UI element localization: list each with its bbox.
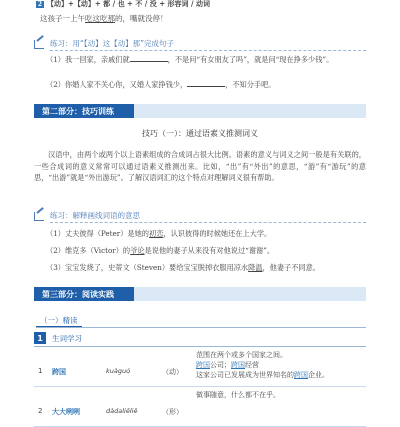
item-number: （2） [46, 246, 65, 255]
example-sentence-underlined: 吃这吃那 [85, 14, 115, 23]
practice-divider-2 [50, 222, 366, 223]
vocab-number: 1 [34, 332, 46, 344]
section-label-2: 第二部分：技巧训练 [34, 104, 134, 118]
item-text-before: 丈夫彼得（Peter）是她的 [64, 229, 149, 238]
item-text-before: 维克多（Victor）的 [64, 246, 131, 255]
section-bar-2 [34, 104, 366, 118]
practice-divider-1 [50, 50, 366, 51]
practice2-item-3 [46, 262, 370, 273]
vocab-row-number: 2 [38, 407, 43, 415]
practice2-item-2 [46, 245, 370, 256]
vocab-def-text: 范围在两个或多个国家之间。 [196, 351, 287, 359]
item-underlined-word: 初恋 [149, 229, 164, 238]
section-bar-fill [134, 104, 366, 118]
section-label-3: 第三部分：阅读实践 [34, 287, 134, 301]
vocab-table [34, 346, 366, 427]
vocab-example-word: 跨国 [196, 361, 210, 369]
grammar-point-title: 【动】+【动】+ 都 / 也 + 不 / 没 + 形容词 / 动词 [47, 0, 210, 8]
vocab-example-2 [196, 370, 366, 380]
item-text-after: 是说他的妻子从来没有对他说过“谢谢”。 [144, 246, 275, 255]
item-text-after: ，认识彼得的时候她还在上大学。 [163, 229, 272, 238]
item-number: （3） [46, 263, 65, 272]
vocab-definition [196, 387, 366, 426]
item-underlined-word: 爷论 [130, 246, 145, 255]
section-bar-3 [34, 287, 366, 301]
pencil-icon [34, 211, 45, 221]
vocab-pos: （形） [162, 408, 183, 416]
technique-paragraph: 汉语中，由两个或两个以上语素组成的合成词占很大比例。语素的意义与词义之间一般是有关联的，一些合成词的意义常常可以通过语素义推测出来。比如，“出”有“外出”的意思，“游”有“游玩”的意思，“出游”就是“外出游玩”。了解汉语词汇的这个特点对理解词义很有帮助。 [34, 150, 366, 182]
vocab-example-text: 企业。 [308, 371, 329, 379]
vocab-example-text: 这家公司已发展成为世界知名的 [196, 371, 294, 379]
answer-blank[interactable] [130, 54, 168, 62]
vocab-definition [196, 347, 366, 386]
practice1-item-2 [46, 79, 370, 90]
vocab-example-text: 公司； [210, 361, 231, 369]
subsection-divider [36, 327, 366, 328]
vocab-pinyin: kuàguó [106, 367, 131, 375]
subsection-label: （一）精读 [36, 315, 82, 328]
example-sentence-after: 的，嘴就没停！ [115, 14, 168, 23]
vocab-row-number: 1 [38, 367, 43, 375]
item-underlined-word: 降温 [248, 263, 263, 272]
answer-blank[interactable] [187, 79, 225, 87]
vocab-row [34, 347, 366, 387]
vocab-title: 生词学习 [52, 333, 82, 343]
technique-title: 技巧（一）：通过语素义推测词义 [142, 129, 258, 138]
practice-label-1: 练习：用“【动】这【动】那”完成句子 [50, 39, 175, 48]
example-sentence [40, 13, 168, 24]
vocab-pinyin: dàdaliēliē [106, 407, 138, 415]
vocab-example-word: 跨国 [294, 371, 308, 379]
grammar-point-number: 2 [37, 0, 43, 8]
vocab-example-text: 经营 [245, 361, 259, 369]
item-text-after: ，不知分手吧。 [225, 80, 276, 89]
vocab-word: 大大咧咧 [52, 407, 80, 416]
example-sentence-before: 这孩子一上午 [40, 14, 85, 23]
grammar-point-header [36, 0, 210, 8]
practice-label-2: 练习：解释画线词语的意思 [50, 211, 140, 220]
item-text-after: ，他妻子不同意。 [262, 263, 320, 272]
vocab-example-word: 跨国 [231, 361, 245, 369]
vocab-header [34, 332, 82, 344]
vocab-example-1 [196, 360, 366, 370]
section-bar-fill [134, 287, 366, 301]
vocab-word: 跨国 [52, 367, 66, 376]
practice-heading-1 [34, 38, 174, 49]
item-number: （2） [46, 80, 65, 89]
practice-heading-2 [34, 210, 140, 221]
item-text-before: 我一回家，亲戚们就 [64, 55, 130, 64]
pencil-icon [34, 39, 45, 49]
vocab-def-text: 做事随意，什么都不在乎。 [196, 391, 280, 399]
vocab-pos: （动） [162, 368, 183, 376]
practice1-item-1 [46, 54, 370, 65]
item-text-before: 你婚人家不关心你，又婚人家挣钱少， [64, 80, 188, 89]
item-number: （1） [46, 55, 65, 64]
item-text-after: ，不是问“有女朋友了吗”，就是问“现在挣多少钱”。 [167, 55, 334, 64]
item-text-before: 宝宝发烧了，史蒂文（Steven）要给宝宝脱掉衣服用凉水 [64, 263, 249, 272]
item-number: （1） [46, 229, 65, 238]
practice2-item-1 [46, 228, 370, 239]
vocab-row [34, 387, 366, 427]
